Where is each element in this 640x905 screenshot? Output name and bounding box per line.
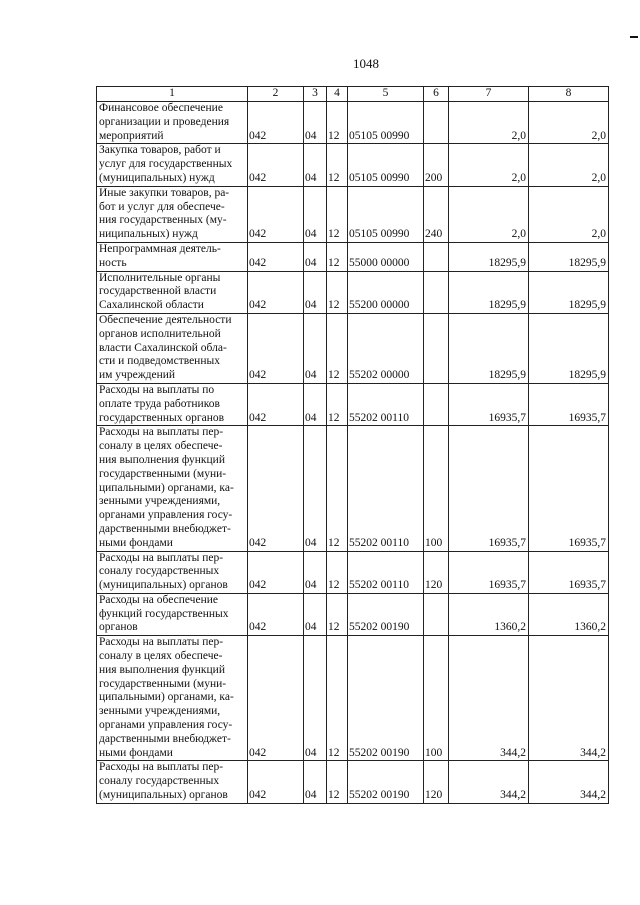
expense-type-cell	[424, 102, 449, 144]
amount-1-cell: 344,2	[449, 636, 529, 761]
amount-1-cell: 18295,9	[449, 313, 529, 383]
row-name-cell: Расходы на выплаты пер- соналу в целях обеспече- ния выполнения функций государственными (муни- ципальными) органами, ка- зенными учреждениями, органами управления госу- дарственными внебюджет- ными фондами	[97, 426, 248, 551]
budget-table	[96, 86, 609, 804]
table-row	[97, 593, 609, 635]
section-code-cell: 04	[304, 186, 327, 242]
column-header-4: 4	[327, 87, 348, 102]
amount-2-cell: 18295,9	[529, 271, 609, 313]
target-article-cell: 55202 00110	[348, 383, 424, 425]
budget-table-body	[97, 87, 609, 804]
table-row	[97, 242, 609, 271]
expense-type-cell: 100	[424, 636, 449, 761]
section-code-cell: 04	[304, 313, 327, 383]
row-name-cell: Расходы на обеспечение функций государственных органов	[97, 593, 248, 635]
row-name-cell: Исполнительные органы государственной власти Сахалинской области	[97, 271, 248, 313]
subsection-code-cell: 12	[327, 313, 348, 383]
target-article-cell: 55202 00190	[348, 593, 424, 635]
ministry-code-cell: 042	[248, 593, 304, 635]
section-code-cell: 04	[304, 426, 327, 551]
subsection-code-cell: 12	[327, 102, 348, 144]
row-name-cell: Закупка товаров, работ и услуг для государственных (муниципальных) нужд	[97, 144, 248, 186]
amount-2-cell: 1360,2	[529, 593, 609, 635]
amount-1-cell: 16935,7	[449, 551, 529, 593]
amount-1-cell: 1360,2	[449, 593, 529, 635]
ministry-code-cell: 042	[248, 636, 304, 761]
amount-2-cell: 344,2	[529, 761, 609, 803]
amount-2-cell: 16935,7	[529, 383, 609, 425]
column-header-2: 2	[248, 87, 304, 102]
expense-type-cell: 200	[424, 144, 449, 186]
table-row	[97, 636, 609, 761]
target-article-cell: 55202 00000	[348, 313, 424, 383]
amount-2-cell: 2,0	[529, 144, 609, 186]
row-name-cell: Расходы на выплаты пер- соналу государственных (муниципальных) органов	[97, 761, 248, 803]
ministry-code-cell: 042	[248, 102, 304, 144]
target-article-cell: 05105 00990	[348, 102, 424, 144]
section-code-cell: 04	[304, 593, 327, 635]
expense-type-cell	[424, 593, 449, 635]
table-row	[97, 761, 609, 803]
target-article-cell: 05105 00990	[348, 186, 424, 242]
table-row	[97, 144, 609, 186]
subsection-code-cell: 12	[327, 242, 348, 271]
row-name-cell: Расходы на выплаты по оплате труда работников государственных органов	[97, 383, 248, 425]
expense-type-cell	[424, 271, 449, 313]
section-code-cell: 04	[304, 144, 327, 186]
ministry-code-cell: 042	[248, 242, 304, 271]
table-row	[97, 102, 609, 144]
expense-type-cell	[424, 383, 449, 425]
subsection-code-cell: 12	[327, 144, 348, 186]
page-number: 1048	[353, 56, 379, 71]
expense-type-cell	[424, 313, 449, 383]
amount-2-cell: 2,0	[529, 186, 609, 242]
target-article-cell: 55202 00110	[348, 551, 424, 593]
column-header-5: 5	[348, 87, 424, 102]
subsection-code-cell: 12	[327, 636, 348, 761]
section-code-cell: 04	[304, 242, 327, 271]
table-row	[97, 426, 609, 551]
subsection-code-cell: 12	[327, 593, 348, 635]
section-code-cell: 04	[304, 551, 327, 593]
column-header-6: 6	[424, 87, 449, 102]
section-code-cell: 04	[304, 383, 327, 425]
subsection-code-cell: 12	[327, 271, 348, 313]
expense-type-cell: 120	[424, 551, 449, 593]
table-header-row	[97, 87, 609, 102]
amount-2-cell: 18295,9	[529, 313, 609, 383]
ministry-code-cell: 042	[248, 313, 304, 383]
ministry-code-cell: 042	[248, 426, 304, 551]
ministry-code-cell: 042	[248, 271, 304, 313]
subsection-code-cell: 12	[327, 761, 348, 803]
section-code-cell: 04	[304, 636, 327, 761]
target-article-cell: 55202 00110	[348, 426, 424, 551]
subsection-code-cell: 12	[327, 186, 348, 242]
amount-1-cell: 16935,7	[449, 426, 529, 551]
table-row	[97, 186, 609, 242]
ministry-code-cell: 042	[248, 761, 304, 803]
amount-1-cell: 2,0	[449, 186, 529, 242]
amount-1-cell: 16935,7	[449, 383, 529, 425]
subsection-code-cell: 12	[327, 426, 348, 551]
row-name-cell: Обеспечение деятельности органов исполнительной власти Сахалинской обла- сти и подведомственных им учреждений	[97, 313, 248, 383]
amount-1-cell: 18295,9	[449, 271, 529, 313]
ministry-code-cell: 042	[248, 551, 304, 593]
target-article-cell: 55200 00000	[348, 271, 424, 313]
target-article-cell: 55202 00190	[348, 636, 424, 761]
row-name-cell: Расходы на выплаты пер- соналу государственных (муниципальных) органов	[97, 551, 248, 593]
section-code-cell: 04	[304, 102, 327, 144]
table-row	[97, 313, 609, 383]
amount-1-cell: 344,2	[449, 761, 529, 803]
column-header-1: 1	[97, 87, 248, 102]
amount-1-cell: 2,0	[449, 144, 529, 186]
target-article-cell: 55202 00190	[348, 761, 424, 803]
amount-1-cell: 2,0	[449, 102, 529, 144]
table-row	[97, 271, 609, 313]
amount-2-cell: 18295,9	[529, 242, 609, 271]
ministry-code-cell: 042	[248, 186, 304, 242]
ministry-code-cell: 042	[248, 383, 304, 425]
row-name-cell: Финансовое обеспечение организации и проведения мероприятий	[97, 102, 248, 144]
expense-type-cell: 240	[424, 186, 449, 242]
expense-type-cell: 120	[424, 761, 449, 803]
amount-2-cell: 2,0	[529, 102, 609, 144]
subsection-code-cell: 12	[327, 551, 348, 593]
amount-1-cell: 18295,9	[449, 242, 529, 271]
table-row	[97, 383, 609, 425]
row-name-cell: Непрограммная деятель- ность	[97, 242, 248, 271]
amount-2-cell: 16935,7	[529, 426, 609, 551]
target-article-cell: 55000 00000	[348, 242, 424, 271]
column-header-3: 3	[304, 87, 327, 102]
amount-2-cell: 344,2	[529, 636, 609, 761]
corner-mark	[630, 36, 638, 38]
subsection-code-cell: 12	[327, 383, 348, 425]
section-code-cell: 04	[304, 271, 327, 313]
row-name-cell: Расходы на выплаты пер- соналу в целях обеспече- ния выполнения функций государственными (муни- ципальными) органами, ка- зенными учреждениями, органами управления госу- дарственными внебюджет- ными фондами	[97, 636, 248, 761]
ministry-code-cell: 042	[248, 144, 304, 186]
column-header-7: 7	[449, 87, 529, 102]
table-row	[97, 551, 609, 593]
amount-2-cell: 16935,7	[529, 551, 609, 593]
expense-type-cell	[424, 242, 449, 271]
column-header-8: 8	[529, 87, 609, 102]
expense-type-cell: 100	[424, 426, 449, 551]
target-article-cell: 05105 00990	[348, 144, 424, 186]
row-name-cell: Иные закупки товаров, ра- бот и услуг для обеспече- ния государственных (му- ниципальных) нужд	[97, 186, 248, 242]
section-code-cell: 04	[304, 761, 327, 803]
